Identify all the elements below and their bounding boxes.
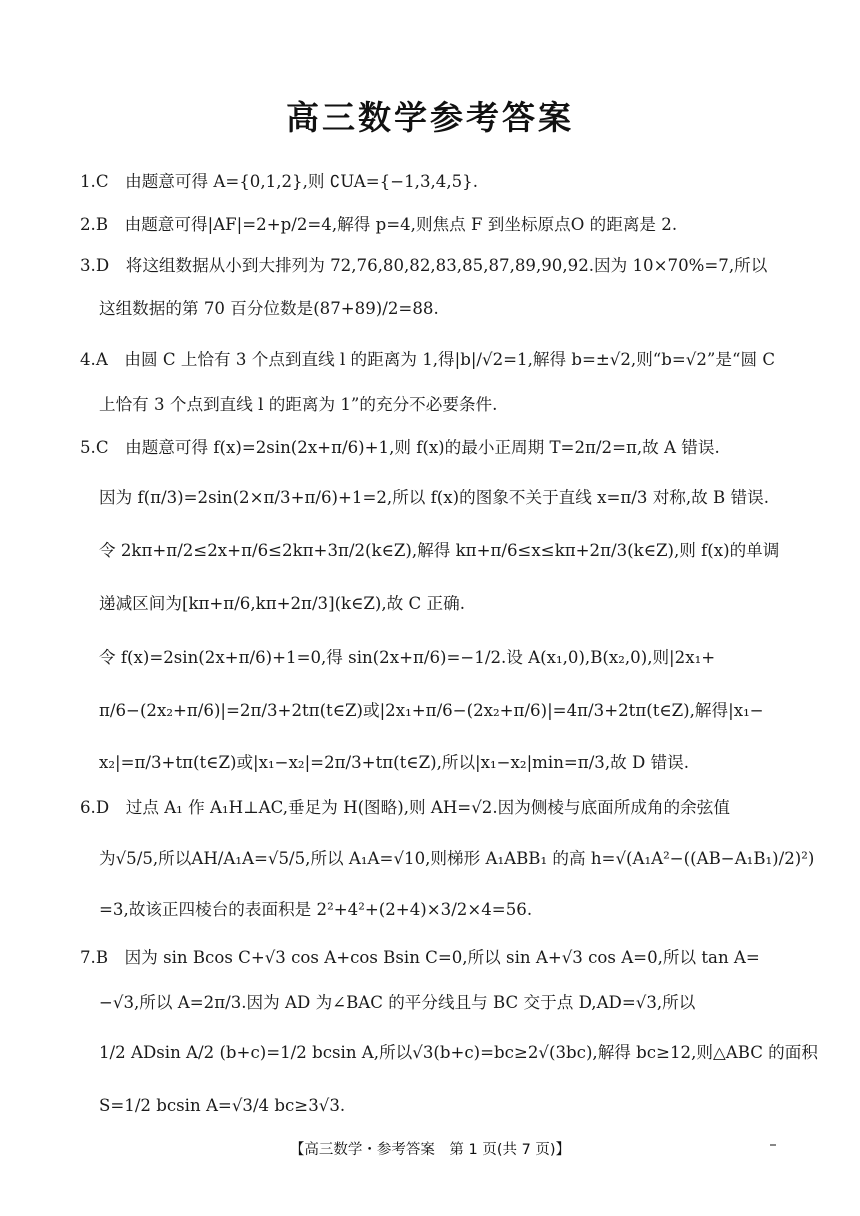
answer-line-1: 1.C 由题意可得 A={0,1,2},则 ∁UA={−1,3,4,5}. <box>80 172 478 191</box>
answer-line-6: 6.D 过点 A₁ 作 A₁H⊥AC,垂足为 H(图略),则 AH=√2.因为侧棱与底面所成角的余弦值 <box>80 798 730 817</box>
answer-line-5-e: 令 f(x)=2sin(2x+π/6)+1=0,得 sin(2x+π/6)=−1/2.设 A(x₁,0),B(x₂,0),则|2x₁+ <box>99 648 716 667</box>
answer-line-5-b: 因为 f(π/3)=2sin(2×π/3+π/6)+1=2,所以 f(x)的图象不关于直线 x=π/3 对称,故 B 错误. <box>99 488 769 507</box>
answer-line-7-b: −√3,所以 A=2π/3.因为 AD 为∠BAC 的平分线且与 BC 交于点 D,AD=√3,所以 <box>99 993 696 1012</box>
answer-line-4: 4.A 由圆 C 上恰有 3 个点到直线 l 的距离为 1,得|b|/√2=1,解得 b=±√2,则“b=√2”是“圆 C <box>80 350 776 369</box>
scan-mark <box>770 1144 776 1146</box>
answer-line-7-d: S=1/2 bcsin A=√3/4 bc≥3√3. <box>99 1096 346 1115</box>
answer-line-5-c: 令 2kπ+π/2≤2x+π/6≤2kπ+3π/2(k∈Z),解得 kπ+π/6≤x≤kπ+2π/3(k∈Z),则 f(x)的单调 <box>99 541 780 560</box>
page-title: 高三数学参考答案 <box>286 98 574 137</box>
answer-line-6-b: 为√5/5,所以AH/A₁A=√5/5,所以 A₁A=√10,则梯形 A₁ABB₁ 的高 h=√(A₁A²−((AB−A₁B₁)/2)²) <box>99 849 815 868</box>
answer-line-7-c: 1/2 ADsin A/2 (b+c)=1/2 bcsin A,所以√3(b+c)=bc≥2√(3bc),解得 bc≥12,则△ABC 的面积 <box>99 1043 818 1062</box>
answer-line-4-cont: 上恰有 3 个点到直线 l 的距离为 1”的充分不必要条件. <box>99 395 498 414</box>
answer-line-5: 5.C 由题意可得 f(x)=2sin(2x+π/6)+1,则 f(x)的最小正周期 T=2π/2=π,故 A 错误. <box>80 438 720 457</box>
answer-line-6-c: =3,故该正四棱台的表面积是 2²+4²+(2+4)×3/2×4=56. <box>99 900 533 919</box>
answer-line-2: 2.B 由题意可得|AF|=2+p/2=4,解得 p=4,则焦点 F 到坐标原点O 的距离是 2. <box>80 215 678 234</box>
page-footer: 【高三数学・参考答案 第 1 页(共 7 页)】 <box>289 1142 571 1158</box>
answer-line-7: 7.B 因为 sin Bcos C+√3 cos A+cos Bsin C=0,所以 sin A+√3 cos A=0,所以 tan A= <box>80 948 760 967</box>
answer-line-3-cont: 这组数据的第 70 百分位数是(87+89)/2=88. <box>99 299 439 318</box>
answer-line-5-f: π/6−(2x₂+π/6)|=2π/3+2tπ(t∈Z)或|2x₁+π/6−(2x₂+π/6)|=4π/3+2tπ(t∈Z),解得|x₁− <box>99 701 764 720</box>
answer-line-5-d: 递减区间为[kπ+π/6,kπ+2π/3](k∈Z),故 C 正确. <box>99 594 465 613</box>
answer-line-3: 3.D 将这组数据从小到大排列为 72,76,80,82,83,85,87,89,90,92.因为 10×70%=7,所以 <box>80 256 768 275</box>
answer-line-5-g: x₂|=π/3+tπ(t∈Z)或|x₁−x₂|=2π/3+tπ(t∈Z),所以|x₁−x₂|min=π/3,故 D 错误. <box>99 753 690 772</box>
